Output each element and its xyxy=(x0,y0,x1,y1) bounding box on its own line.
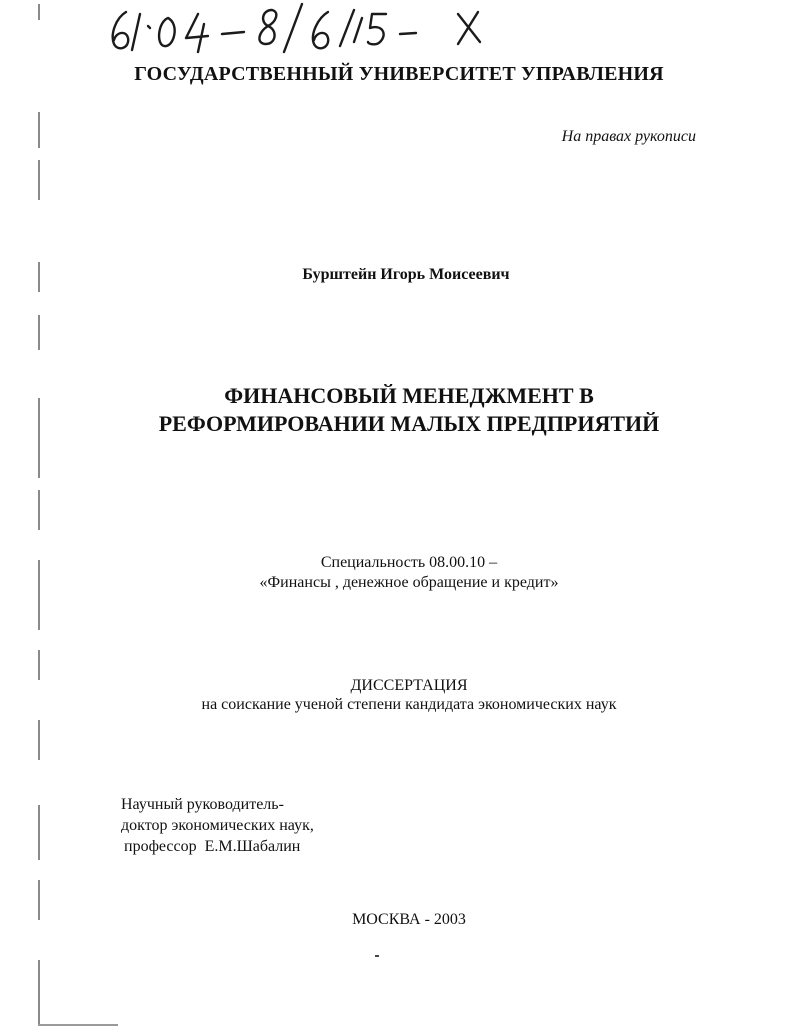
scan-margin-line xyxy=(38,720,40,760)
handwritten-archive-number xyxy=(96,0,496,60)
scan-margin-line xyxy=(38,4,40,20)
scan-margin-line xyxy=(38,315,40,350)
title-line-2: РЕФОРМИРОВАНИИ МАЛЫХ ПРЕДПРИЯТИЙ xyxy=(158,411,660,436)
scan-margin-line xyxy=(38,805,40,860)
rights-note: На правах рукописи xyxy=(561,128,696,145)
specialty-name: «Финансы , денежное обращение и кредит» xyxy=(259,574,559,591)
supervisor-degree: доктор экономических наук, xyxy=(121,817,314,834)
scan-margin-line xyxy=(38,112,40,148)
supervisor-name: профессор Е.М.Шабалин xyxy=(124,838,301,855)
city-year: МОСКВА - 2003 xyxy=(352,911,466,928)
university-name: ГОСУДАРСТВЕННЫЙ УНИВЕРСИТЕТ УПРАВЛЕНИЯ xyxy=(134,63,664,85)
scan-margin-line xyxy=(38,960,40,1024)
supervisor-block xyxy=(121,794,314,857)
scan-speck xyxy=(375,955,379,957)
specialty-block xyxy=(0,553,798,593)
author-name: Бурштейн Игорь Моисеевич xyxy=(302,266,510,283)
title-line-1: ФИНАНСОВЫЙ МЕНЕДЖМЕНТ В xyxy=(224,383,594,408)
dissertation-block xyxy=(0,676,798,714)
supervisor-role: Научный руководитель- xyxy=(121,796,284,813)
scan-bottom-line xyxy=(38,1024,118,1026)
dissertation-label: ДИССЕРТАЦИЯ xyxy=(350,677,468,694)
scan-margin-line xyxy=(38,160,40,200)
specialty-code: Специальность 08.00.10 – xyxy=(320,554,498,571)
dissertation-purpose: на соискание ученой степени кандидата экономических наук xyxy=(201,696,617,713)
scan-margin-line xyxy=(38,490,40,530)
dissertation-title xyxy=(0,382,798,438)
